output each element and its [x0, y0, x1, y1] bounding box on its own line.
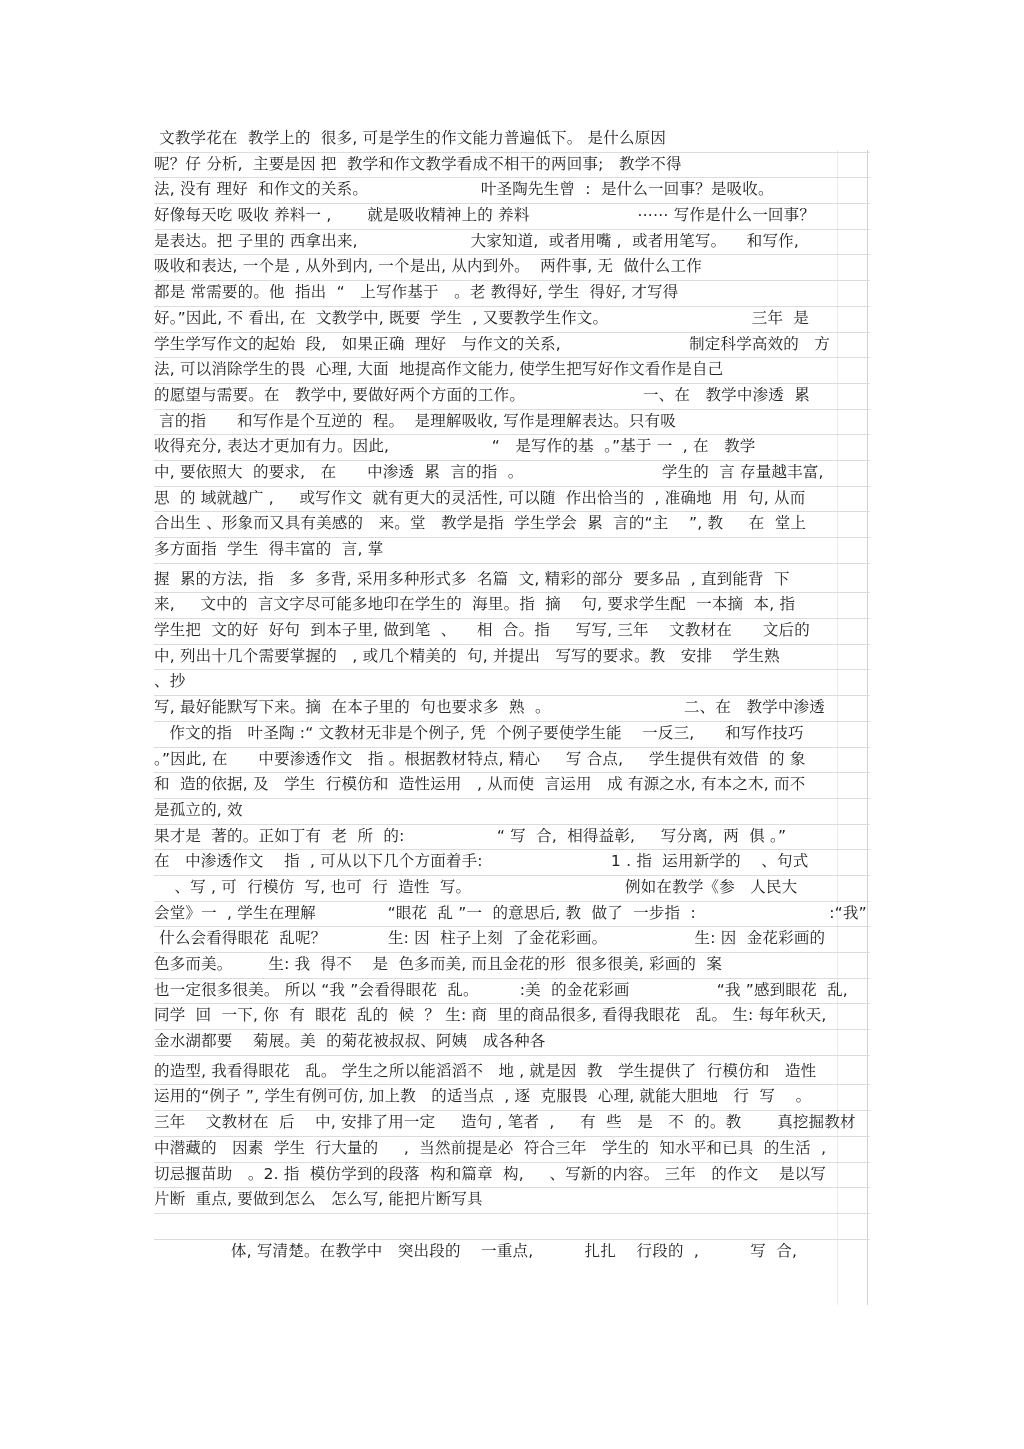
text-line: 呢？仔 分析, 主要是因 把 教学和作文教学看成不相干的两回事; 教学不得	[154, 153, 870, 179]
text-line: 、写 , 可 行模仿 写, 也可 行 造性 写。 例如在教学《参 人民大	[154, 876, 870, 902]
text-line: 吸收和表达, 一个是 , 从外到内, 一个是出, 从内到外。 两件事, 无 做什么工作	[154, 255, 870, 281]
text-line: 体, 写清楚。在教学中 突出段的 一重点, 扎扎 行段的 , 写 合,	[154, 1241, 798, 1260]
text-line: 好像每天吃 吸收 养料一 , 就是吸收精神上的 养料 ⋯⋯ 写作是什么一回事？	[154, 204, 870, 230]
text-line: 合出生 、形象而又具有美感的 来。堂 教学是指 学生学会 累 言的“主 ”, 教 在 堂上	[154, 512, 870, 538]
text-line: 法, 没有 理好 和作文的关系。 叶圣陶先生曾 : 是什么一回事？是吸收。	[154, 178, 870, 204]
text-line: 作文的指 叶圣陶 :“ 文教材无非是个例子, 凭 个例子要使学生能 一反三, 和写作技巧	[154, 722, 870, 748]
text-line: 在 中渗透作文 指 , 可从以下几个方面着手: 1 . 指 运用新学的 、句式	[154, 850, 870, 876]
text-line: 果才是 著的。正如丁有 老 所 的: “ 写 合, 相得益彰, 写分离, 两 俱 。”	[154, 825, 870, 851]
text-line: 什么会看得眼花 乱呢？ 生: 因 柱子上刻 了金花彩画。 生: 因 金花彩画的	[154, 927, 870, 953]
text-line: 言的指 和写作是个互逆的 程。 是理解吸收, 写作是理解表达。只有吸	[154, 410, 870, 436]
text-line: 、抄	[154, 670, 870, 696]
text-line: 文教学花在 教学上的 很多, 可是学生的作文能力普遍低下。 是什么原因	[154, 127, 870, 153]
text-line: 中潜藏的 因素 学生 行大量的 , 当然前提是必 符合三年 学生的 知水平和已具 的生活 ,	[154, 1137, 870, 1163]
text-line: 握 累的方法, 指 多 多背, 采用多种形式多 名篇 文, 精彩的部分 要多品 , 直到能背 下	[154, 568, 870, 594]
text-line: 是孤立的, 效	[154, 799, 870, 825]
text-line: 中, 要依照大 的要求, 在 中渗透 累 言的指 。 学生的 言 存量越丰富,	[154, 461, 870, 487]
text-line: 也一定很多很美。 所以 “我 ”会看得眼花 乱。 :美 的金花彩画 “我 ”感到眼花 乱,	[154, 979, 870, 1005]
text-line: 金水湖都要 菊展。美 的菊花被叔叔、阿姨 成各种各	[154, 1030, 870, 1056]
text-line: 收得充分, 表达才更加有力。因此, “ 是写作的基 。”基于 一 , 在 教学	[154, 435, 870, 461]
text-line: 会堂》一 , 学生在理解 “眼花 乱 ”一 的意思后, 教 做了 一步指 : :“我”	[154, 902, 870, 928]
text-line: 来, 文中的 言文字尽可能多地印在学生的 海里。指 摘 句, 要求学生配 一本摘 本, 指	[154, 593, 870, 619]
text-line: 法, 可以消除学生的畏 心理, 大面 地提高作文能力, 使学生把写好作文看作是自己	[154, 358, 870, 384]
text-line: 是表达。把 子里的 西拿出来, 大家知道, 或者用嘴 , 或者用笔写。 和写作,	[154, 230, 870, 256]
text-line: 运用的“例子 ”, 学生有例可仿, 加上教 的适当点 , 逐 克服畏 心理, 就能大胆地 行 写 。	[154, 1085, 870, 1111]
text-line: 都是 常需要的。他 指出 “ 上写作基于 。老 教得好, 学生 得好, 才写得	[154, 281, 870, 307]
text-line: 好。”因此, 不 看出, 在 文教学中, 既要 学生 , 又要教学生作文。 三年 是	[154, 307, 870, 333]
text-line: 同学 回 一下, 你 有 眼花 乱的 候 ？ 生: 商 里的商品很多, 看得我眼花 乱。 生: 每年秋天,	[154, 1004, 870, 1030]
text-line: 的愿望与需要。在 教学中, 要做好两个方面的工作。 一、在 教学中渗透 累	[154, 384, 870, 410]
text-line: 思 的 域就越广 , 或写作文 就有更大的灵活性, 可以随 作出恰当的 , 准确地 用 句, 从而	[154, 487, 870, 513]
text-line: 的造型, 我看得眼花 乱。 学生之所以能滔滔不 地 , 就是因 教 学生提供了 行模仿和 造性	[154, 1060, 870, 1086]
text-line: 和 造的依据, 及 学生 行模仿和 造性运用 , 从而使 言运用 成 有源之水, 有本之木, 而不	[154, 773, 870, 799]
text-line: 学生把 文的好 好句 到本子里, 做到笔 、 相 合。指 写写, 三年 文教材在 文后的	[154, 619, 870, 645]
text-line: 。”因此, 在 中要渗透作文 指 。根据教材特点, 精心 写 合点, 学生提供有效借 的 象	[154, 748, 870, 774]
body-text	[154, 127, 870, 1265]
text-line: 多方面指 学生 得丰富的 言, 掌	[154, 538, 870, 564]
text-line	[154, 1214, 870, 1240]
text-line: 三年 文教材在 后 中, 安排了用一定 造句 , 笔者 , 有 些 是 不 的。教 真挖掘教材	[154, 1111, 870, 1137]
text-line: 写, 最好能默写下来。摘 在本子里的 句也要求多 熟 。 二、在 教学中渗透	[154, 696, 870, 722]
text-line: 片断 重点, 要做到怎么 怎么写, 能把片断写具	[154, 1188, 870, 1214]
text-line: 中, 列出十几个需要掌握的 , 或几个精美的 句, 并提出 写写的要求。教 安排 学生熟	[154, 645, 870, 671]
text-line: 色多而美。 生: 我 得不 是 色多而美, 而且金花的形 很多很美, 彩画的 案	[154, 953, 870, 979]
text-line: 学生学写作文的起始 段, 如果正确 理好 与作文的关系, 制定科学高效的 方	[154, 333, 870, 359]
text-line: 切忌揠苗助 。2. 指 模仿学到的段落 构和篇章 构, 、写新的内容。 三年 的作文 是以写	[154, 1163, 870, 1189]
